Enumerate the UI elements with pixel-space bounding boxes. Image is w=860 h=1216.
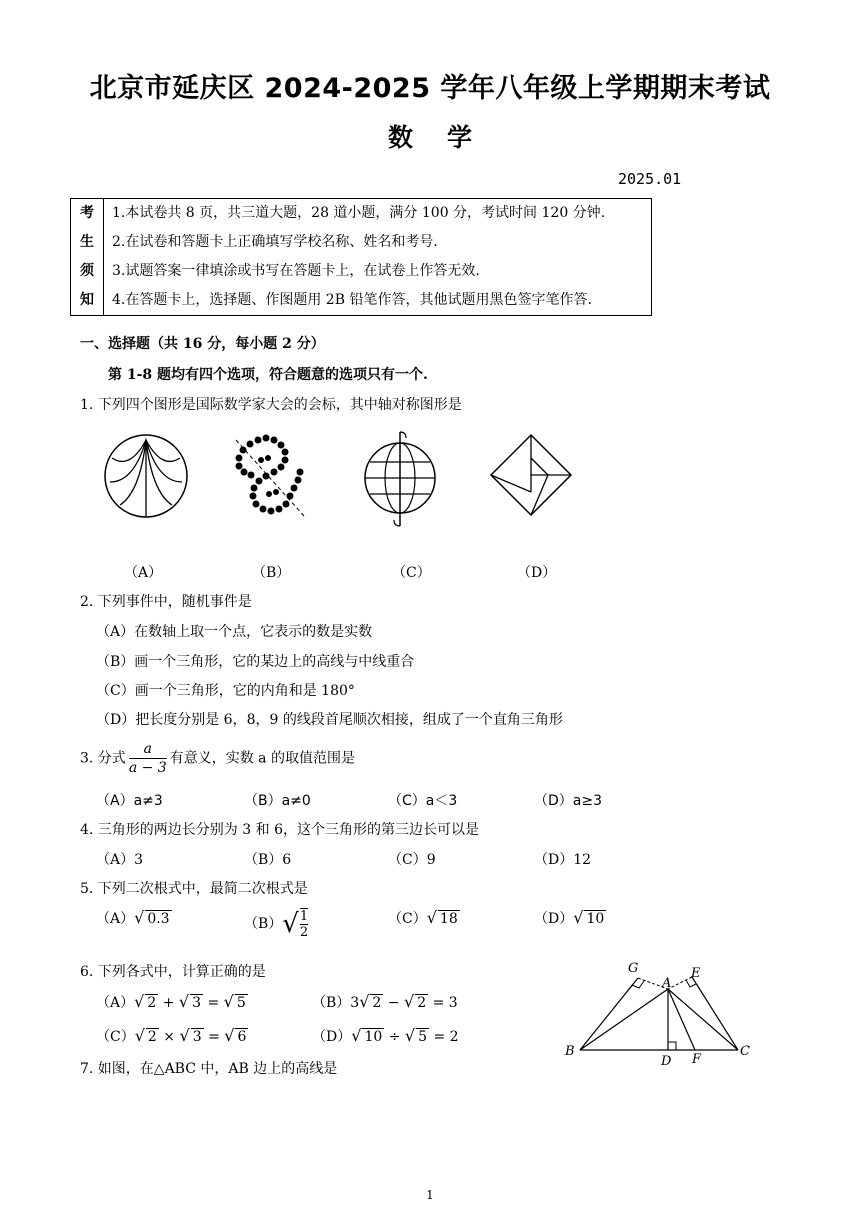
figure-label-a: A [662,976,672,991]
q6-option-b: （B）3√ 2 − √ 2 = 3 [312,992,458,1011]
q6-d-op: ÷ [388,1029,401,1045]
notice-side-char: 知 [80,292,94,308]
q5-radicand-a: 0.3 [147,911,170,927]
exam-title: 北京市延庆区 2024-2025 学年八年级上学期期末考试 [89,73,771,104]
q5-label-b: （B） [244,916,283,932]
figure-label-f: F [692,1052,702,1067]
q1-label-a: （A） [124,565,163,581]
q6-a-eq: = [207,995,220,1011]
q5-option-a: （A）√ 0.3 [96,908,170,927]
notice-table [70,198,652,316]
q6-c-op: × [163,1029,176,1045]
q2-option-d: （D）把长度分别是 6，8，9 的线段首尾顺次相接，组成了一个直角三角形 [96,712,563,728]
logo-c-figure [360,430,440,530]
page-number: 1 [426,1188,434,1202]
notice-side-char: 生 [80,234,94,250]
triangle-figure [560,955,760,1070]
notice-rule: 2.在试卷和答题卡上正确填写学校名称、姓名和考号. [112,234,438,250]
q6-a-radicand-2: 3 [192,995,202,1011]
q5-label-d: （D） [534,911,574,927]
q5-radicand-b-denominator: 2 [299,925,309,940]
q6-d-result: = 2 [433,1029,459,1045]
q6-label-d: （D） [312,1029,352,1045]
q3-option-d: （D）a≥3 [534,793,602,809]
q6-b-result: = 3 [432,995,458,1011]
question-2-stem: 2. 下列事件中，随机事件是 [80,594,252,610]
q5-option-b: （B）√ $\frac{1}{2}$ [244,909,309,940]
question-5-stem: 5. 下列二次根式中，最简二次根式是 [80,881,308,897]
q3-option-a: （A）a≠3 [96,793,163,809]
q3-stem-post: 有意义，实数 a 的取值范围是 [169,750,355,767]
logo-d-figure [488,432,574,518]
q6-a-op: + [162,995,175,1011]
exam-date: 2025.01 [618,170,682,188]
subject-title: 数学 [387,123,506,152]
q6-c-radicand-2: 3 [192,1029,202,1045]
q5-label-a: （A） [96,911,135,927]
section-heading: 一、选择题（共 16 分，每小题 2 分） [80,336,325,352]
figure-label-c: C [740,1044,750,1059]
q6-option-d: （D）√ 10 ÷ √ 5 = 2 [312,1026,459,1045]
q5-radicand-b [300,908,308,940]
q5-option-d: （D）√ 10 [534,908,605,927]
logo-b-figure [228,432,310,522]
q3-fraction-denominator: a − 3 [128,760,167,776]
q6-a-radicand-1: 2 [147,995,157,1011]
q5-option-c: （C）√ 18 [388,908,458,927]
q3-fraction [129,740,167,777]
q1-label-b: （B） [252,565,291,581]
q4-option-a: （A）3 [96,852,144,868]
q6-d-radicand-2: 5 [418,1029,428,1045]
question-1-stem: 1. 下列四个图形是国际数学家大会的会标，其中轴对称图形是 [80,397,462,413]
q3-fraction-numerator: a [129,740,167,759]
notice-rules [104,199,652,316]
q6-c-radicand-1: 2 [147,1029,157,1045]
q6-a-radicand-3: 5 [236,995,246,1011]
logo-a-figure [100,430,192,522]
notice-rule: 1.本试卷共 8 页，共三道大题，28 道小题，满分 100 分，考试时间 120 分钟. [112,205,606,221]
figure-label-e: E [691,966,701,981]
question-6-stem: 6. 下列各式中，计算正确的是 [80,964,266,980]
q3-option-b: （B）a≠0 [244,793,311,809]
figure-label-d: D [661,1054,672,1069]
notice-rule: 4.在答题卡上，选择题、作图题用 2B 铅笔作答，其他试题用黑色签字笔作答. [112,292,592,308]
notice-side-char: 须 [80,263,94,279]
q6-option-c: （C）√ 2 × √ 3 = √ 6 [96,1026,247,1045]
question-4-stem: 4. 三角形的两边长分别为 3 和 6，这个三角形的第三边长可以是 [80,822,479,838]
figure-label-g: G [628,961,639,976]
question-7-stem: 7. 如图，在△ABC 中，AB 边上的高线是 [80,1061,338,1077]
q6-b-coef: 3 [350,995,360,1011]
q4-option-b: （B）6 [244,852,292,868]
q2-option-b: （B）画一个三角形，它的某边上的高线与中线重合 [96,654,415,670]
q1-label-c: （C） [392,565,431,581]
q5-radicand-b-numerator: 1 [299,909,309,924]
section-instruction: 第 1-8 题均有四个选项，符合题意的选项只有一个. [108,367,428,383]
q5-radicand-c: 18 [439,911,458,927]
q3-option-c: （C）a＜3 [388,793,458,809]
q2-option-a: （A）在数轴上取一个点，它表示的数是实数 [96,624,373,640]
q5-label-c: （C） [388,911,427,927]
notice-side-char: 考 [80,205,94,221]
q6-option-a: （A）√ 2 + √ 3 = √ 5 [96,992,246,1011]
figure-label-b: B [565,1044,575,1059]
question-3-stem [80,740,355,777]
notice-side-label [71,199,104,316]
q6-b-op: − [387,995,400,1011]
q4-option-d: （D）12 [534,852,592,868]
q2-option-c: （C）画一个三角形，它的内角和是 180° [96,683,355,699]
q4-option-c: （C）9 [388,852,436,868]
q3-stem-pre: 3. 分式 [80,750,126,767]
q5-radicand-d: 10 [586,911,605,927]
q6-c-eq: = [208,1029,220,1045]
q6-c-radicand-3: 6 [237,1029,247,1045]
q1-label-d: （D） [517,565,557,581]
q6-d-radicand-1: 10 [364,1029,383,1045]
q6-b-radicand-1: 2 [372,995,382,1011]
q6-b-radicand-2: 2 [417,995,427,1011]
notice-rule: 3.试题答案一律填涂或书写在答题卡上，在试卷上作答无效. [112,263,480,279]
q6-label-b: （B） [312,995,351,1011]
q6-label-c: （C） [96,1029,135,1045]
q6-label-a: （A） [96,995,135,1011]
